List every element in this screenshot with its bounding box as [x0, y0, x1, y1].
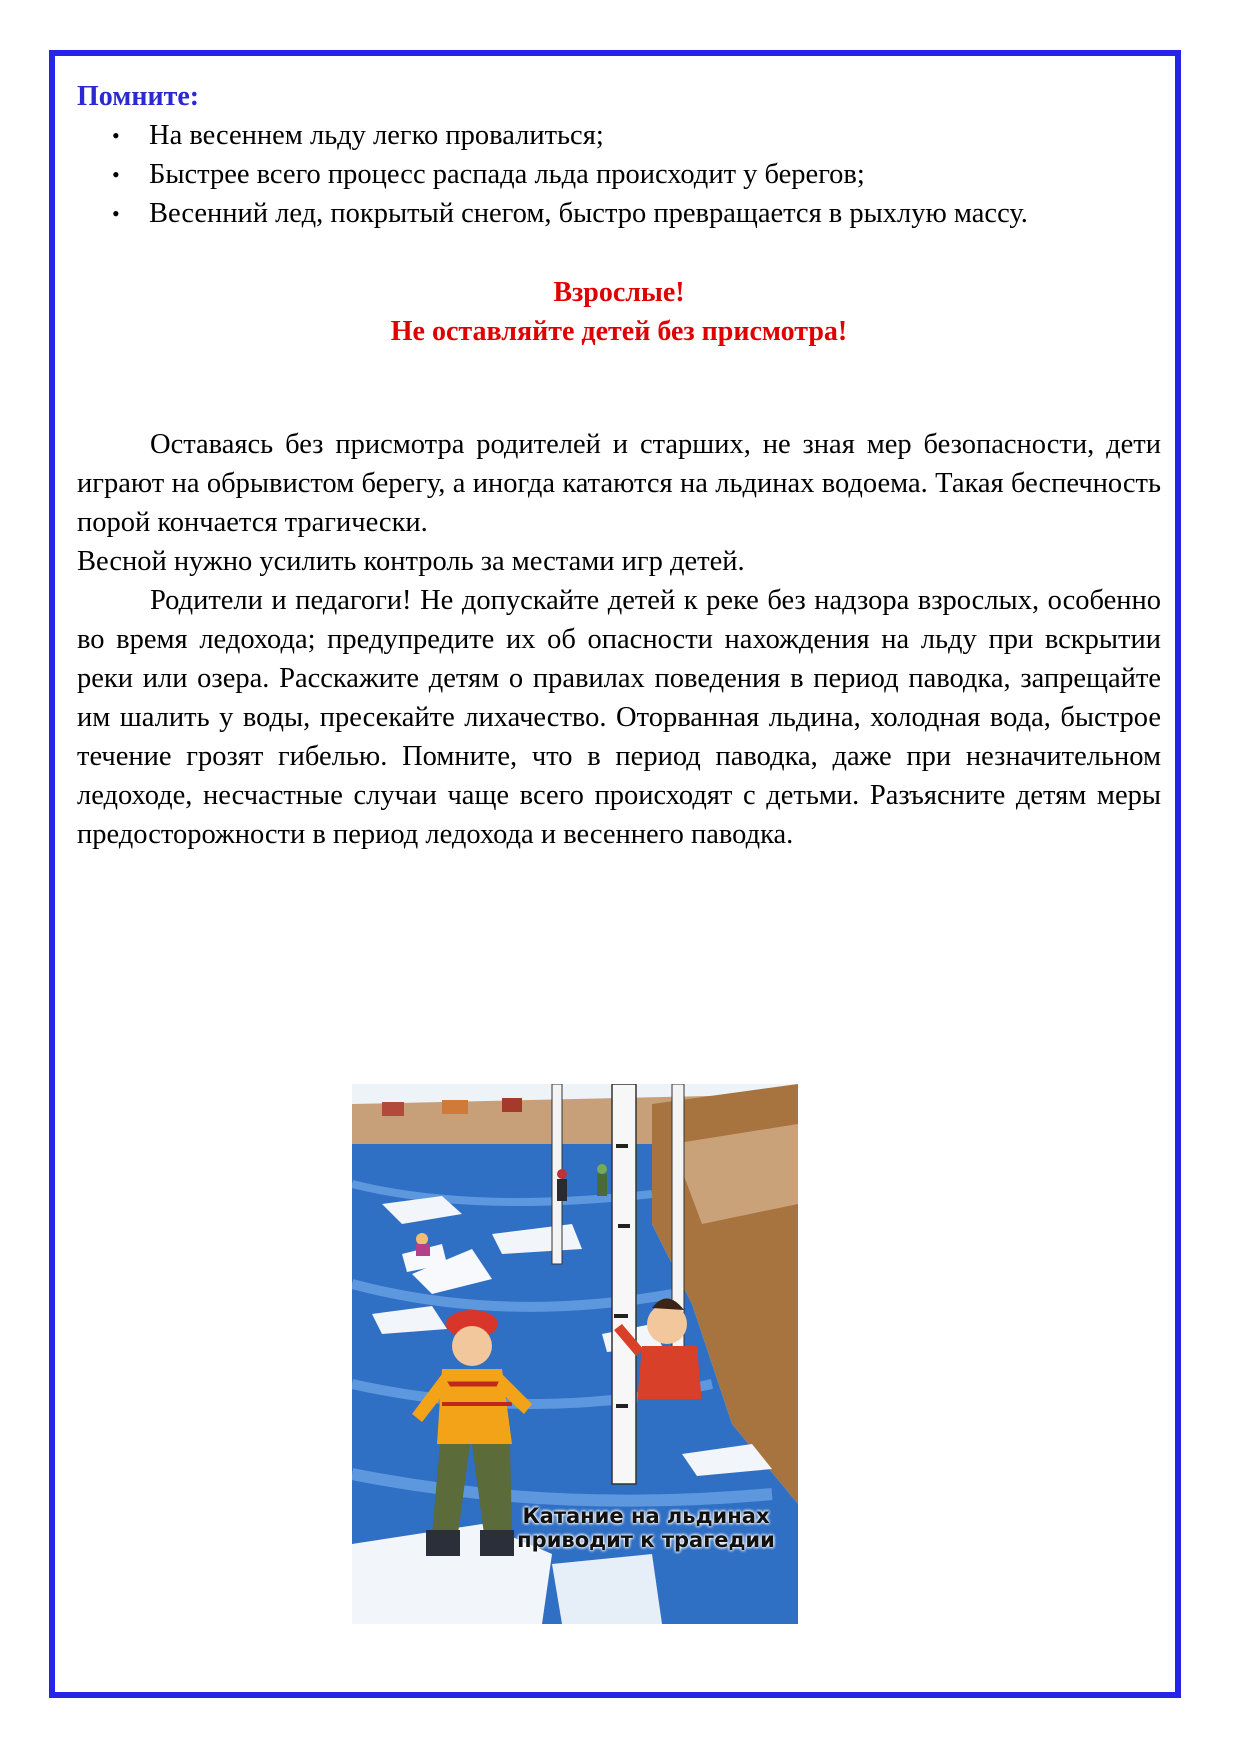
- remember-item: • Быстрее всего процесс распада льда происходит у берегов;: [149, 155, 1161, 194]
- paragraph-1: Оставаясь без присмотра родителей и старших, не зная мер безопасности, дети играют на обрывистом берегу, а иногда катаются на льдинах водоема. Такая беспечность порой кончается трагически.: [77, 429, 1161, 538]
- warning-line-2: Не оставляйте детей без присмотра!: [390, 316, 848, 347]
- paragraph-2: Весной нужно усилить контроль за местами игр детей.: [77, 546, 745, 577]
- bullet-icon: •: [112, 162, 120, 187]
- bullet-icon: •: [112, 123, 120, 148]
- bullet-icon: •: [112, 201, 120, 226]
- paragraph-3: Родители и педагоги! Не допускайте детей к реке без надзора взрослых, особенно во время ледохода; предупредите их об опасности нахождения на льду при вскрытии реки или озера. Расскажите детям о правилах поведения в период паводка, запрещайте им шалить у воды, пресекайте лихачество. Оторванная льдина, холодная вода, быстрое течение грозят гибелью. Помните, что в период паводка, даже при незначительном ледоходе, несчастные случаи чаще всего происходят с детьми. Разъясните детям меры предосторожности в период ледохода и весеннего паводка.: [77, 585, 1161, 850]
- remember-item: • На весеннем льду легко провалиться;: [149, 116, 1161, 155]
- remember-item: • Весенний лед, покрытый снегом, быстро превращается в рыхлую массу.: [149, 194, 1161, 233]
- warning-line-1: Взрослые!: [553, 277, 685, 308]
- illustration-caption: Катание на льдинах приводит к трагедии: [517, 1504, 775, 1552]
- document-content: [77, 78, 1161, 854]
- remember-heading: Помните:: [77, 81, 200, 112]
- ice-floe-illustration: [352, 1084, 798, 1624]
- warning-block: [77, 273, 1161, 351]
- remember-list: [77, 116, 1161, 233]
